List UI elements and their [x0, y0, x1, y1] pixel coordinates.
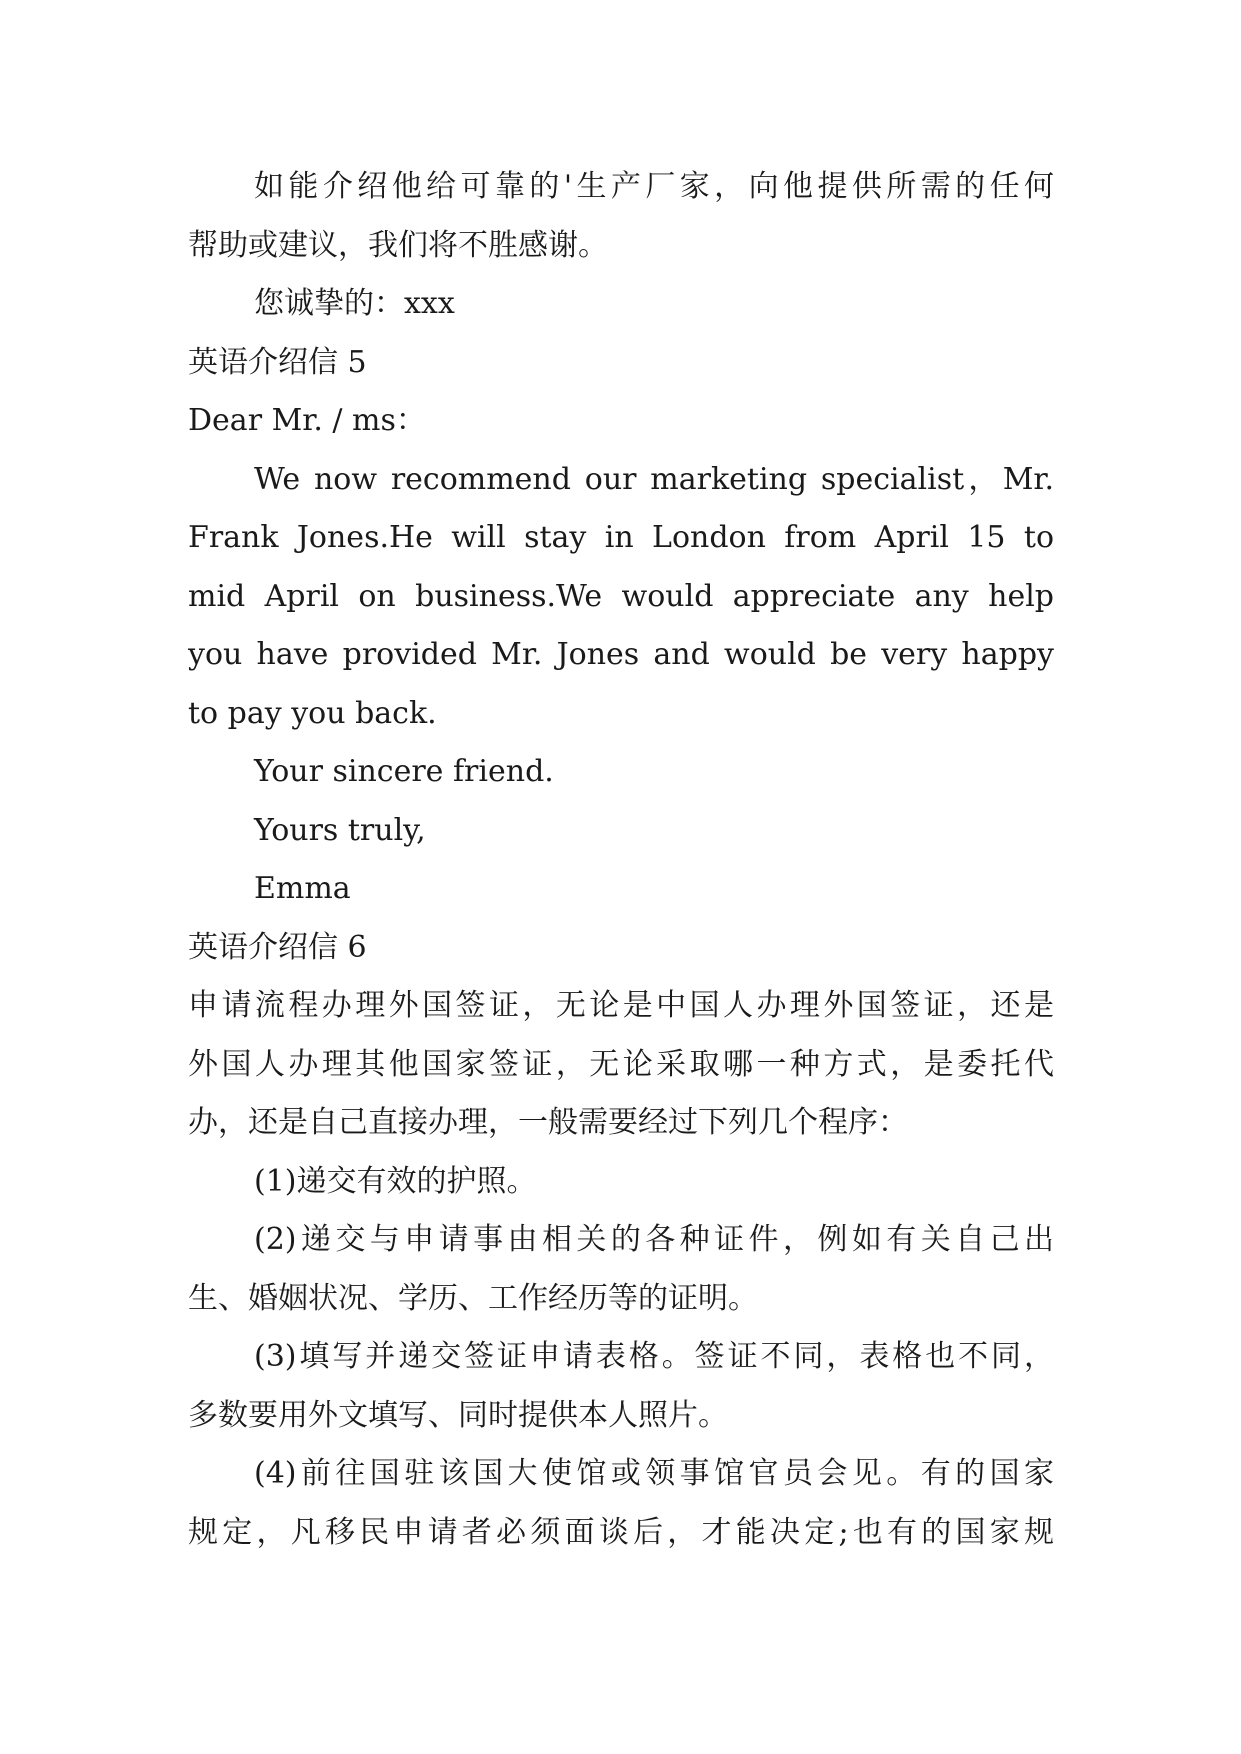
text-line: 申请流程办理外国签证，无论是中国人办理外国签证，还是: [188, 988, 1054, 1023]
text-line: 外国人办理其他国家签证，无论采取哪一种方式，是委托代: [188, 1046, 1054, 1082]
list-item: (1)递交有效的护照。: [254, 1163, 537, 1199]
list-item: (2)递交与申请事由相关的各种证件，例如有关自己出: [254, 1222, 1054, 1257]
section-heading: 英语介绍信 6: [188, 929, 367, 965]
text-line: 办，还是自己直接办理，一般需要经过下列几个程序：: [188, 1105, 908, 1140]
closing-line: 您诚挚的：xxx: [254, 286, 455, 321]
closing-line: Your sincere friend.: [254, 754, 554, 789]
text-line: mid April on business.We would appreciate any help: [188, 578, 1054, 614]
closing-line: Yours truly,: [254, 812, 426, 848]
text-line: 规定，凡移民申请者必须面谈后，才能决定;也有的国家规: [188, 1514, 1054, 1550]
text-line: 如能介绍他给可靠的'生产厂家，向他提供所需的任何: [254, 169, 1054, 204]
salutation: Dear Mr. / ms：: [188, 403, 426, 438]
list-item: (3)填写并递交签证申请表格。签证不同，表格也不同，: [254, 1339, 1054, 1374]
text-line: We now recommend our marketing specialist，Mr.: [254, 461, 1054, 497]
text-line: 帮助或建议，我们将不胜感谢。: [188, 227, 608, 263]
section-heading: 英语介绍信 5: [188, 344, 367, 380]
text-line: you have provided Mr. Jones and would be very happy: [188, 637, 1054, 672]
list-item: (4)前往国驻该国大使馆或领事馆官员会见。有的国家: [254, 1456, 1054, 1491]
signature-name: Emma: [254, 871, 351, 906]
text-line: 生、婚姻状况、学历、工作经历等的证明。: [188, 1280, 758, 1316]
text-line: Frank Jones.He will stay in London from April 15 to: [188, 520, 1054, 555]
document-body: [188, 158, 1054, 1562]
text-line: to pay you back.: [188, 695, 437, 731]
text-line: 多数要用外文填写、同时提供本人照片。: [188, 1397, 728, 1433]
